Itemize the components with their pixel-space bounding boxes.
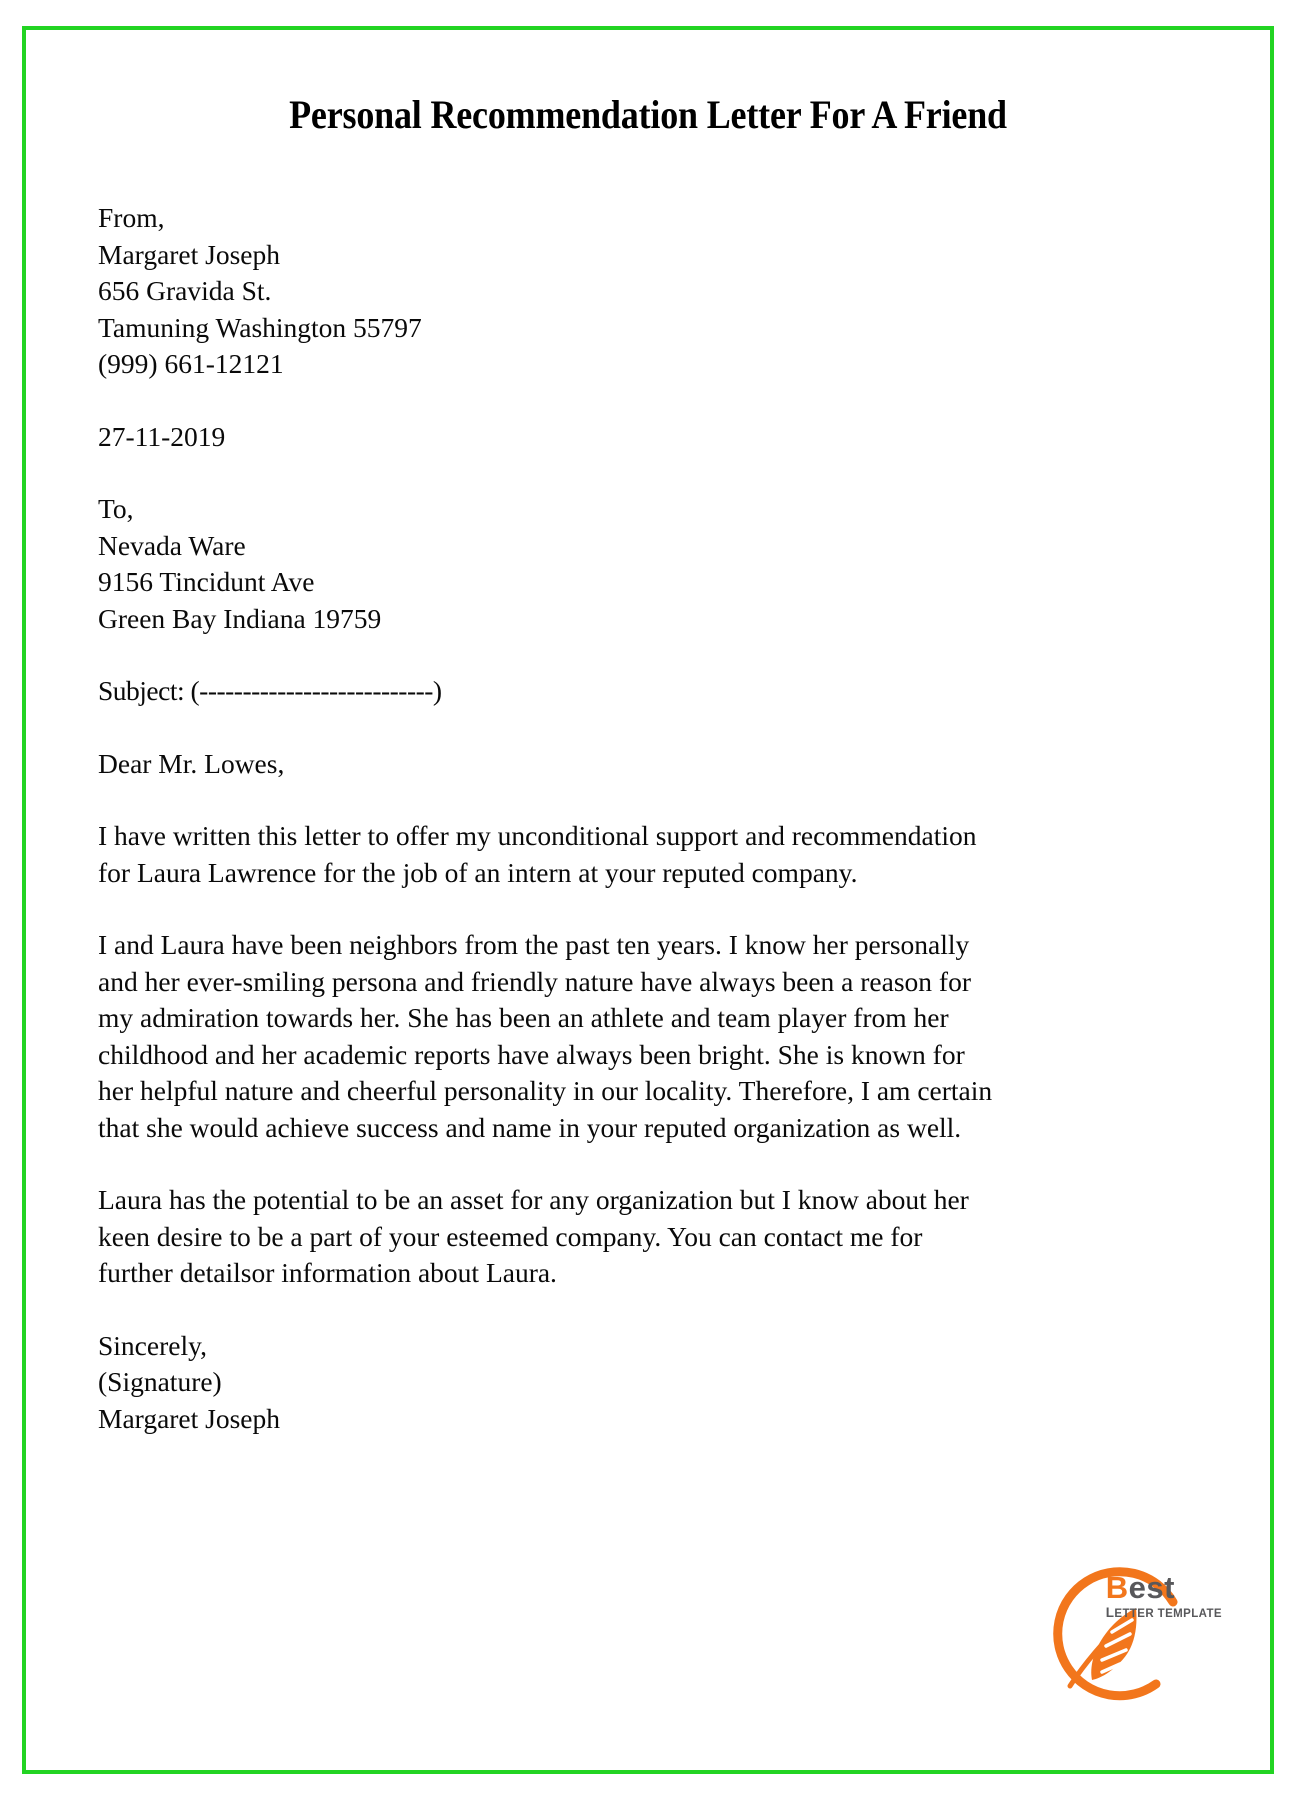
sender-name: Margaret Joseph [98,238,281,270]
paragraph-line: keen desire to be a part of your esteemed company. You can contact me for [98,1220,923,1252]
recipient-label: To, [98,493,134,524]
recipient-name: Nevada Ware [98,529,246,561]
letter-date-block [98,419,1198,456]
letter-page [22,26,1274,1774]
spacer [98,782,1198,818]
body-paragraph-1 [98,818,1098,891]
paragraph-line: for Laura Lawrence for the job of an intern at your reputed company. [98,856,858,888]
recipient-address-block [98,491,1198,637]
sender-label: From, [98,202,165,233]
paragraph-line: my admiration towards her. She has been an athlete and team player from her [98,1002,949,1033]
recipient-street: 9156 Tincidunt Ave [98,566,315,597]
letter-sheet [26,30,1270,1770]
sender-street: 656 Gravida St. [98,275,272,306]
spacer [98,1292,1198,1328]
logo-tagline-initial: L [1105,1605,1115,1620]
closing-name: Margaret Joseph [98,1402,281,1434]
sender-address-block [98,200,1198,383]
closing-signature-placeholder: (Signature) [98,1366,222,1397]
spacer [98,710,1198,746]
letter-body [98,200,1198,1437]
spacer [98,637,1198,673]
paragraph-line: further detailsor information about Laura. [98,1257,557,1288]
logo-brand-rest: est [1128,1570,1175,1605]
logo-tagline-rest: ETTER TEMPLATE [1114,1608,1222,1620]
spacer [98,891,1198,927]
spacer [98,383,1198,419]
spacer [98,1146,1198,1182]
logo-brand-name [1106,1572,1222,1603]
paragraph-line: Laura has the potential to be an asset for any organization but I know about her [98,1184,969,1215]
paragraph-line: and her ever-smiling persona and friendly nature have always been a reason for [98,965,971,997]
brand-logo [1034,1542,1224,1712]
logo-tagline [1106,1606,1222,1621]
paragraph-line: I and Laura have been neighbors from the past ten years. I know her personally [98,929,970,960]
paragraph-line: childhood and her academic reports have always been bright. She is known for [98,1038,965,1070]
sender-phone: (999) 661-12121 [98,348,284,379]
paragraph-line: her helpful nature and cheerful personality in our locality. Therefore, I am certain [98,1075,993,1106]
subject-line-block [98,673,1198,710]
body-paragraph-2 [98,927,1098,1146]
spacer [98,455,1198,491]
salutation: Dear Mr. Lowes, [98,747,285,779]
paragraph-line: that she would achieve success and name in your reputed organization as well. [98,1111,962,1143]
logo-wordmark [1106,1572,1222,1621]
sender-city-state-zip: Tamuning Washington 55797 [98,311,422,343]
closing-sincerely: Sincerely, [98,1329,207,1361]
paragraph-line: I have written this letter to offer my unconditional support and recommendation [98,820,977,851]
subject-line: Subject: (---------------------------) [98,675,442,706]
closing-block [98,1328,1198,1438]
letter-date: 27-11-2019 [98,420,226,452]
logo-brand-initial: B [1105,1570,1129,1605]
recipient-city-state-zip: Green Bay Indiana 19759 [98,602,382,634]
page-title: Personal Recommendation Letter For A Friend [289,92,1007,137]
body-paragraph-3 [98,1182,1098,1292]
salutation-block [98,746,1198,783]
